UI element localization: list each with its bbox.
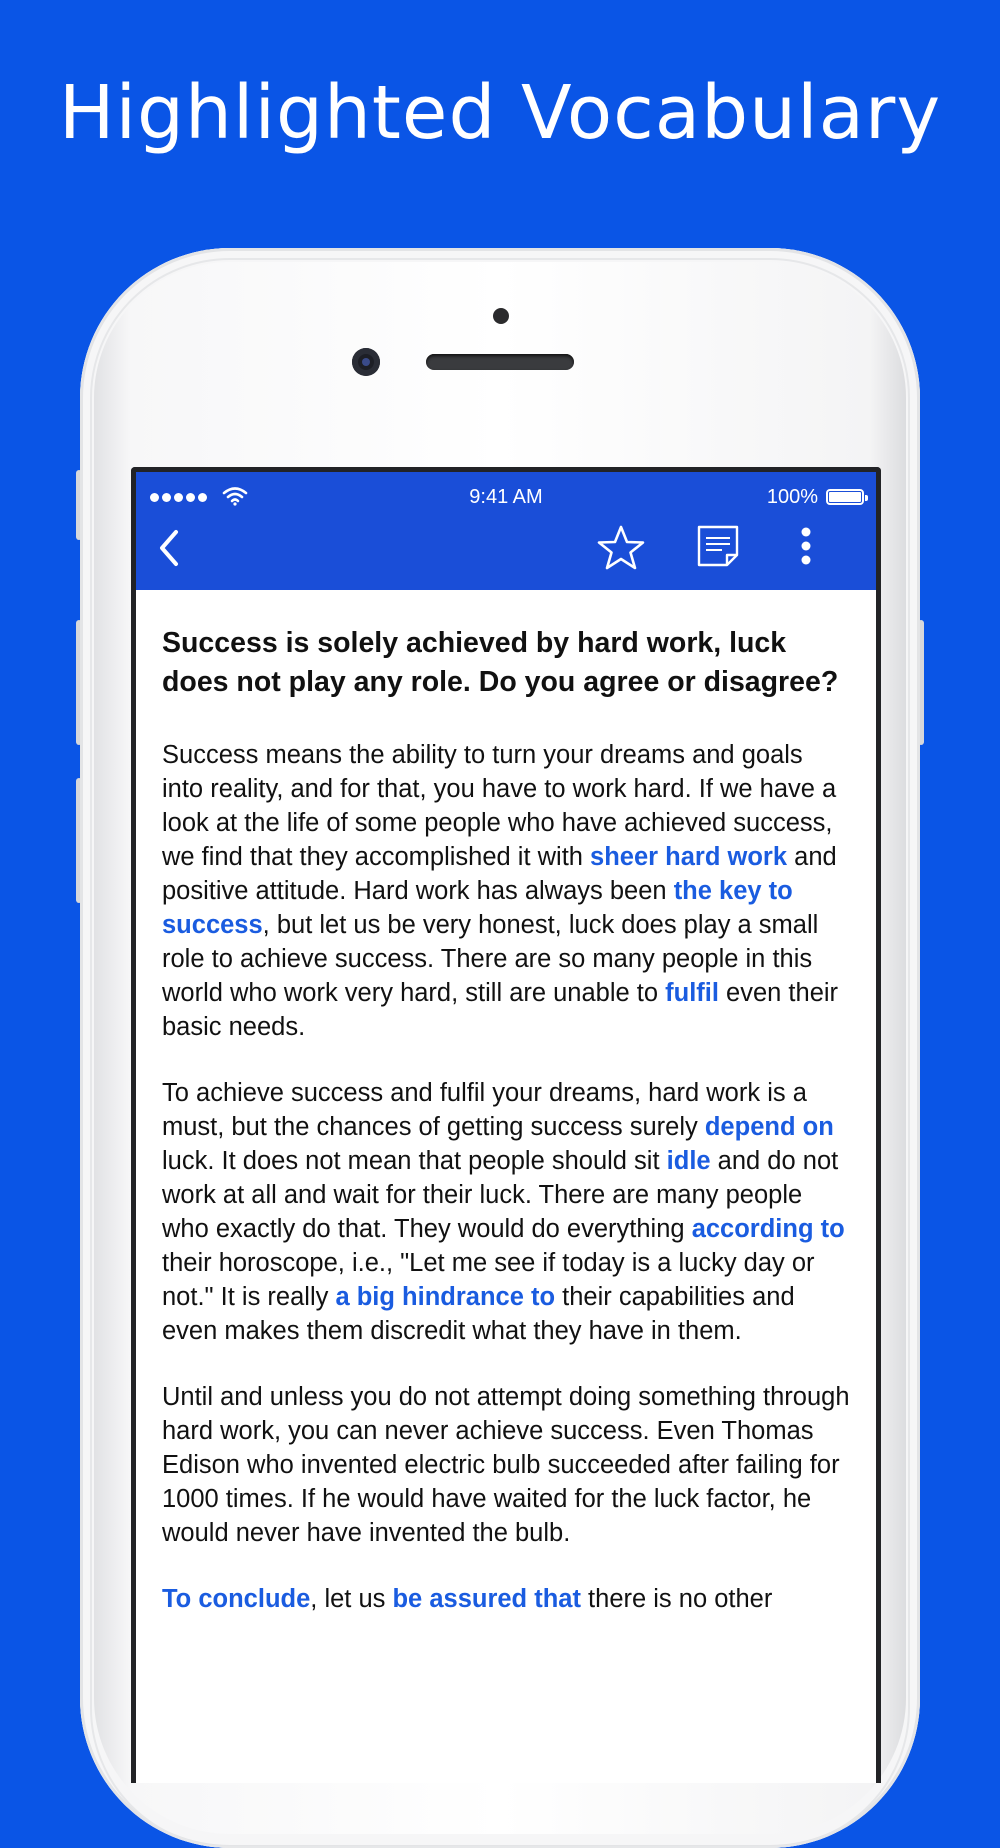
- vocabulary-highlight[interactable]: To conclude: [162, 1585, 311, 1613]
- app-bar: [136, 472, 876, 590]
- paragraph-text: luck. It does not mean that people should sit: [162, 1147, 667, 1175]
- paragraph-text: their capabilities and even makes them discredit what they have in them.: [162, 1283, 795, 1345]
- vocabulary-highlight[interactable]: be assured that: [392, 1585, 581, 1613]
- article-paragraph: [162, 1582, 850, 1616]
- front-camera: [352, 348, 380, 376]
- vocabulary-highlight[interactable]: sheer hard work: [590, 843, 788, 871]
- vocabulary-highlight[interactable]: idle: [666, 1147, 711, 1175]
- note-icon[interactable]: [696, 524, 740, 568]
- paragraph-text: their horoscope, i.e., "Let me see if today is a lucky day or not." It is really: [162, 1249, 815, 1311]
- paragraph-text: and positive attitude. Hard work has always been: [162, 843, 837, 905]
- phone-screen: [131, 467, 881, 1783]
- vocabulary-highlight[interactable]: depend on: [704, 1113, 834, 1141]
- more-vertical-icon[interactable]: [796, 526, 816, 566]
- article-paragraph: [162, 1076, 850, 1348]
- paragraph-text: there is no other: [580, 1585, 773, 1613]
- vocabulary-highlight[interactable]: the key to success: [162, 877, 793, 939]
- status-time: 9:41 AM: [469, 486, 543, 508]
- battery-percent: 100%: [766, 486, 818, 508]
- paragraph-text: , but let us be very honest, luck does play a small role to achieve success. There are so many people in this world who work very hard, still are unable to: [162, 911, 819, 1007]
- chevron-left-icon[interactable]: [152, 526, 188, 570]
- paragraph-text: and do not work at all and wait for their luck. There are many people who exactly do that. They would do everything: [162, 1147, 839, 1243]
- vocabulary-highlight[interactable]: fulfil: [665, 979, 719, 1007]
- proximity-sensor: [493, 308, 509, 324]
- paragraph-text: Until and unless you do not attempt doing something through hard work, you can never achieve success. Even Thomas Edison who invented electric bulb succeeded after failing for 1000 times. If he would have waited for the luck factor, he would never have invented the bulb.: [162, 1383, 850, 1547]
- paragraph-text: Success means the ability to turn your dreams and goals into reality, and for that, you have to work hard. If we have a look at the life of some people who have achieved success, we find that they accomplished it with: [162, 741, 837, 871]
- article-title: Success is solely achieved by hard work, luck does not play any role. Do you agree or disagree?: [162, 627, 839, 698]
- article-paragraph: [162, 1380, 850, 1550]
- paragraph-text: even their basic needs.: [162, 979, 839, 1041]
- vocabulary-highlight[interactable]: according to: [691, 1215, 845, 1243]
- status-bar: [136, 484, 876, 514]
- earpiece-speaker: [426, 354, 574, 370]
- article-body: [162, 738, 850, 1616]
- vocabulary-highlight[interactable]: a big hindrance to: [335, 1283, 556, 1311]
- star-icon[interactable]: [596, 524, 646, 572]
- article-content: [136, 590, 876, 1616]
- article-paragraph: [162, 738, 850, 1044]
- paragraph-text: , let us: [310, 1585, 393, 1613]
- headline: Highlighted Vocabulary: [58, 70, 942, 156]
- paragraph-text: To achieve success and fulfil your dreams, hard work is a must, but the chances of getting success surely: [162, 1079, 807, 1141]
- battery-icon: [826, 489, 864, 505]
